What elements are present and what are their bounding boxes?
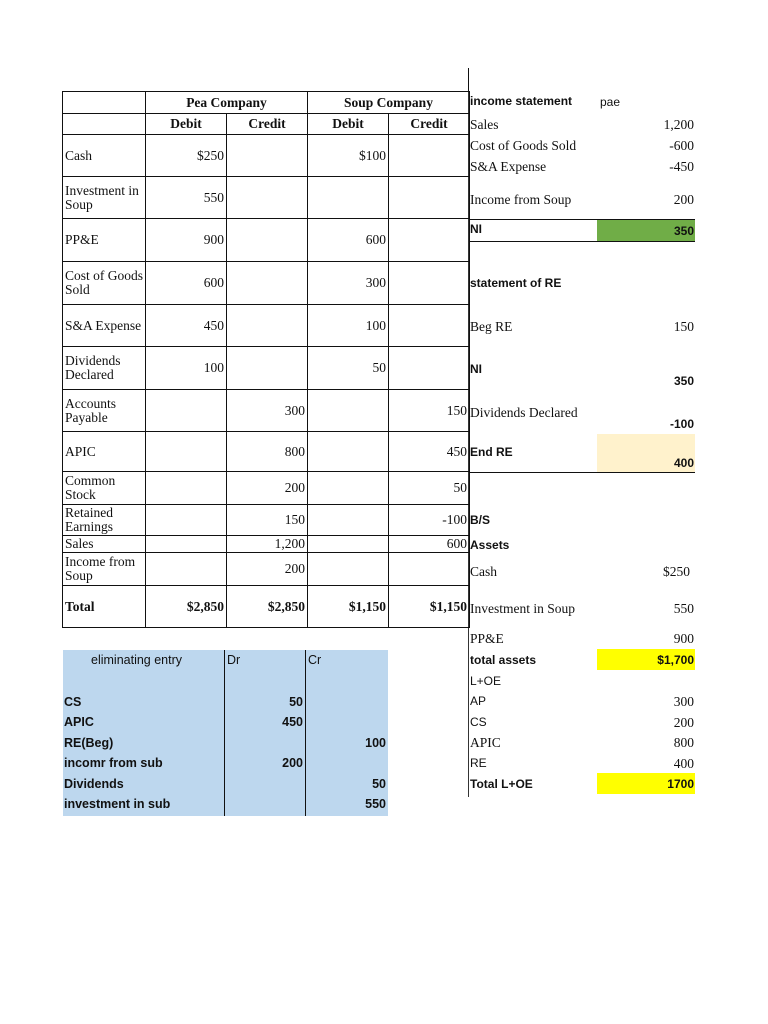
bs-inv-label: Investment in Soup (470, 601, 575, 616)
total-row (63, 586, 470, 628)
pea-credit (227, 177, 308, 219)
bs-re-label: RE (470, 756, 487, 770)
soup-credit: 50 (389, 472, 470, 505)
table-row (63, 472, 470, 505)
pea-debit (146, 553, 227, 586)
soup-debit (308, 553, 389, 586)
pea-debit (146, 505, 227, 536)
beg-re-value: 150 (673, 319, 694, 334)
soup-credit: 150 (389, 390, 470, 432)
pea-credit: $2,850 (227, 586, 308, 628)
dr-header: Dr (227, 653, 241, 667)
cs-value: 200 (673, 715, 694, 730)
bs-re-value: 400 (673, 756, 694, 771)
row-label: Retained Earnings (63, 505, 146, 536)
row-label: S&A Expense (63, 305, 146, 347)
pea-debit (146, 536, 227, 553)
elim-dr: 450 (282, 715, 303, 729)
pea-debit: $2,850 (146, 586, 227, 628)
dividends-label: Dividends Declared (470, 405, 578, 420)
pea-credit (227, 135, 308, 177)
pea-credit (227, 262, 308, 305)
soup-credit-header: Credit (389, 114, 470, 135)
pea-debit: 450 (146, 305, 227, 347)
pea-company-header: Pea Company (146, 92, 308, 114)
soup-credit: 450 (389, 432, 470, 472)
bs-apic-value: 800 (673, 735, 694, 750)
sales-label: Sales (470, 117, 499, 132)
re-ni-value: 350 (673, 374, 694, 388)
table-row (63, 553, 470, 586)
pea-debit: 100 (146, 347, 227, 390)
divider (469, 241, 695, 242)
pea-debit: 600 (146, 262, 227, 305)
pea-credit: 1,200 (227, 536, 308, 553)
soup-credit (389, 262, 470, 305)
bs-ppe-label: PP&E (470, 631, 504, 646)
sa-value: -450 (669, 159, 694, 174)
pea-credit: 300 (227, 390, 308, 432)
soup-company-header: Soup Company (308, 92, 470, 114)
elim-row-label: CS (64, 695, 82, 709)
soup-debit: 300 (308, 262, 389, 305)
row-label: Common Stock (63, 472, 146, 505)
soup-debit: 600 (308, 219, 389, 262)
row-label: Income from Soup (63, 553, 146, 586)
soup-credit (389, 135, 470, 177)
total-assets-label: total assets (470, 653, 537, 667)
soup-credit (389, 219, 470, 262)
elim-cr: 100 (365, 736, 386, 750)
pea-credit (227, 305, 308, 347)
table-row (63, 390, 470, 432)
end-re-value: 400 (673, 456, 694, 470)
row-label: Sales (63, 536, 146, 553)
total-loe-value: 1700 (667, 777, 694, 791)
soup-debit (308, 536, 389, 553)
pea-debit-header: Debit (146, 114, 227, 135)
soup-debit: 100 (308, 305, 389, 347)
elim-row-label: investment in sub (64, 797, 171, 811)
bs-title: B/S (470, 513, 491, 527)
elim-dr: 50 (289, 695, 303, 709)
income-from-soup-label: Income from Soup (470, 192, 572, 207)
soup-credit (389, 305, 470, 347)
pea-credit: 200 (227, 472, 308, 505)
column-divider (305, 650, 306, 816)
row-label: Cash (63, 135, 146, 177)
soup-debit: 50 (308, 347, 389, 390)
pea-debit: 550 (146, 177, 227, 219)
bs-cash-label: Cash (470, 564, 497, 579)
soup-credit: 600 (389, 536, 470, 553)
cogs-label: Cost of Goods Sold (470, 138, 577, 153)
pea-debit: $250 (146, 135, 227, 177)
soup-debit: $1,150 (308, 586, 389, 628)
loe-label: L+OE (470, 674, 502, 688)
pea-credit-header: Credit (227, 114, 308, 135)
cs-label: CS (470, 715, 487, 729)
cr-header: Cr (308, 653, 322, 667)
corner-cell (63, 92, 146, 114)
table-row (63, 505, 470, 536)
pea-credit: 150 (227, 505, 308, 536)
elim-row-label: APIC (64, 715, 94, 729)
eliminating-entry-table (63, 650, 388, 816)
column-divider (224, 650, 225, 816)
soup-debit (308, 472, 389, 505)
table-row (63, 177, 470, 219)
sa-label: S&A Expense (470, 159, 547, 174)
bs-inv-value: 550 (673, 601, 694, 616)
pea-debit: 900 (146, 219, 227, 262)
soup-debit (308, 505, 389, 536)
row-label: Total (63, 586, 146, 628)
pea-credit: 800 (227, 432, 308, 472)
beg-re-label: Beg RE (470, 319, 513, 334)
elim-cr: 550 (365, 797, 386, 811)
income-statement-title: income statement (470, 94, 573, 108)
cogs-value: -600 (669, 138, 694, 153)
soup-debit (308, 432, 389, 472)
soup-credit: -100 (389, 505, 470, 536)
income-from-soup-value: 200 (673, 192, 694, 207)
ap-value: 300 (673, 694, 694, 709)
bs-ppe-value: 900 (673, 631, 694, 646)
corner-cell (63, 114, 146, 135)
table-row (63, 219, 470, 262)
consolidation-worksheet (62, 91, 470, 628)
ni-label: NI (470, 222, 482, 236)
elim-row-label: Dividends (64, 777, 124, 791)
elim-cr: 50 (372, 777, 386, 791)
soup-debit (308, 390, 389, 432)
pea-credit (227, 219, 308, 262)
bs-apic-label: APIC (470, 735, 501, 750)
elim-title: eliminating entry (91, 653, 183, 667)
sales-value: 1,200 (663, 117, 694, 132)
soup-debit-header: Debit (308, 114, 389, 135)
income-statement-company: pae (600, 95, 621, 109)
table-row (63, 347, 470, 390)
re-ni-label: NI (470, 362, 482, 376)
total-assets-value: $1,700 (657, 653, 694, 667)
table-row (63, 135, 470, 177)
assets-label: Assets (470, 538, 510, 552)
divider (469, 472, 695, 473)
row-label: PP&E (63, 219, 146, 262)
end-re-label: End RE (470, 445, 513, 459)
elim-row-label: incomr from sub (64, 756, 163, 770)
dividends-value: -100 (669, 417, 694, 431)
soup-credit (389, 553, 470, 586)
table-row (63, 536, 470, 553)
table-row (63, 305, 470, 347)
pea-credit (227, 347, 308, 390)
pea-debit (146, 390, 227, 432)
re-statement-title: statement of RE (470, 276, 562, 290)
column-divider (468, 68, 469, 92)
ni-value: 350 (673, 224, 694, 238)
bs-cash-value: $250 (663, 564, 690, 579)
row-label: Cost of Goods Sold (63, 262, 146, 305)
elim-dr: 200 (282, 756, 303, 770)
row-label: Accounts Payable (63, 390, 146, 432)
table-row (63, 432, 470, 472)
row-label: Dividends Declared (63, 347, 146, 390)
elim-row-label: RE(Beg) (64, 736, 114, 750)
pea-debit (146, 472, 227, 505)
soup-credit (389, 347, 470, 390)
soup-debit: $100 (308, 135, 389, 177)
soup-credit (389, 177, 470, 219)
pea-debit (146, 432, 227, 472)
soup-debit (308, 177, 389, 219)
ap-label: AP (470, 694, 487, 708)
row-label: Investment in Soup (63, 177, 146, 219)
row-label: APIC (63, 432, 146, 472)
table-row (63, 262, 470, 305)
pea-credit: 200 (227, 553, 308, 586)
right-panel-border (468, 92, 469, 797)
total-loe-label: Total L+OE (470, 777, 533, 791)
soup-credit: $1,150 (389, 586, 470, 628)
